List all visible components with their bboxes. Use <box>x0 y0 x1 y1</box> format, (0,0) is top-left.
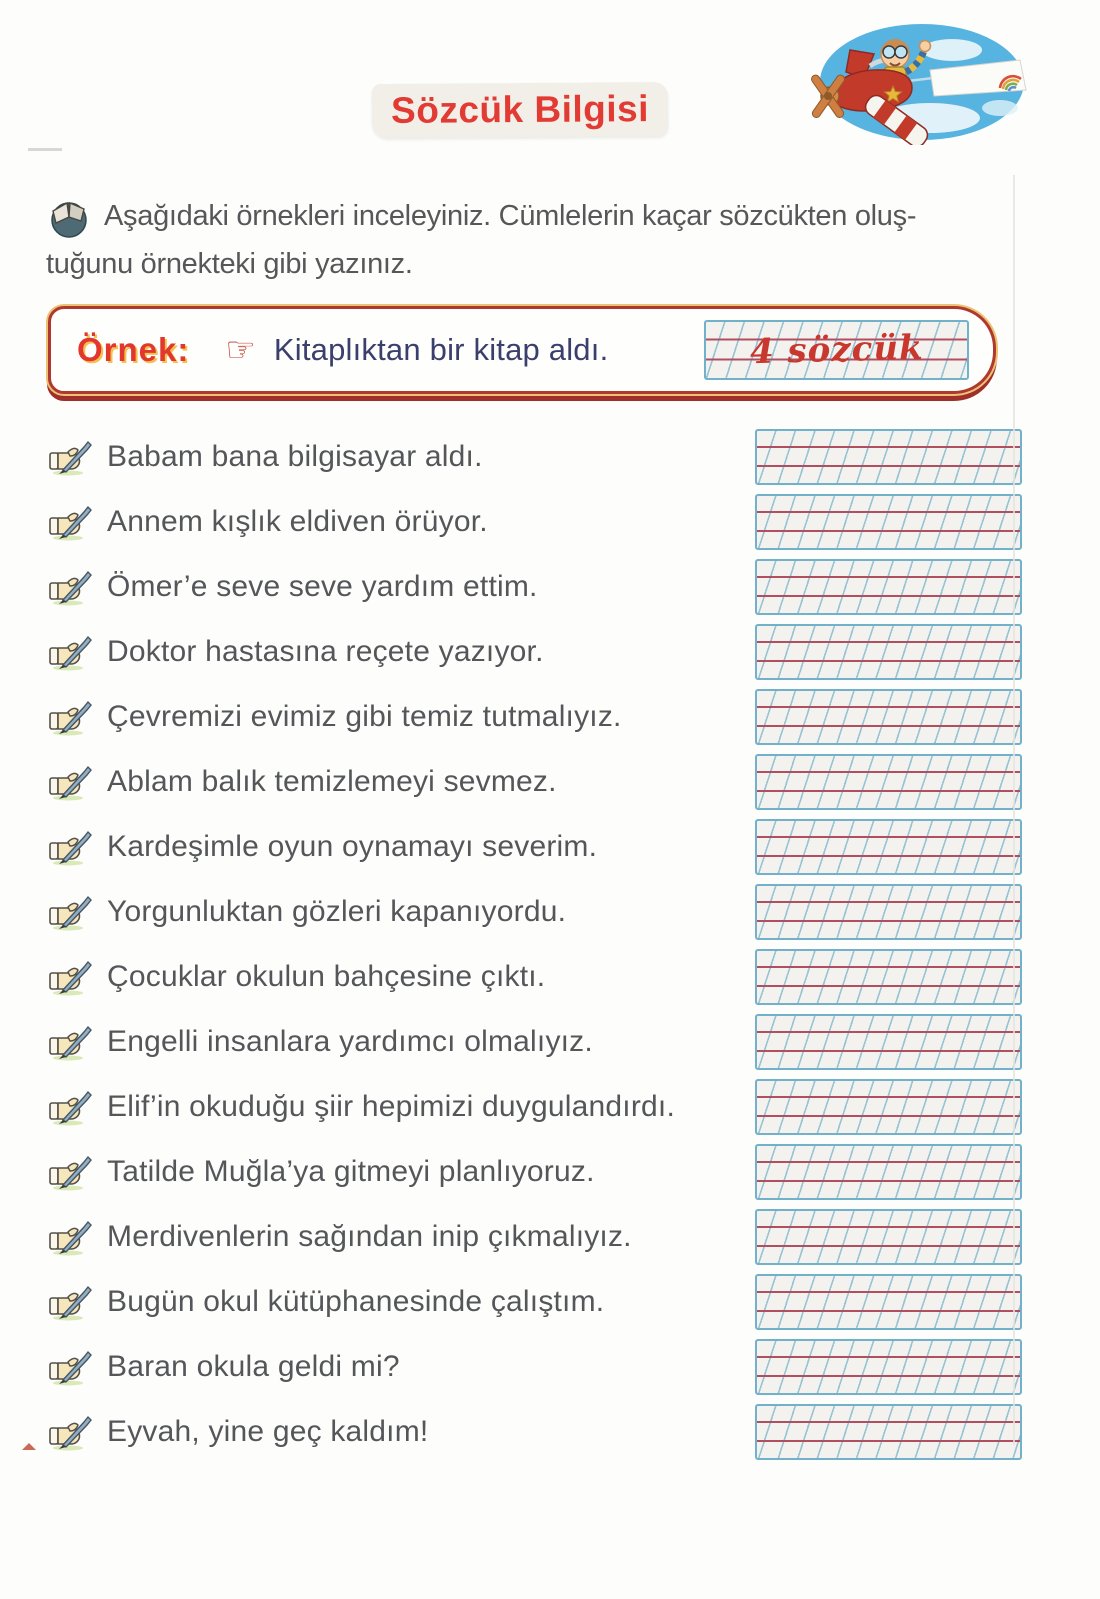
sentence-text: Tatilde Muğla’ya gitmeyi planlıyoruz. <box>107 1154 595 1188</box>
writing-hand-icon <box>48 1023 94 1061</box>
writing-hand-icon <box>48 1218 94 1256</box>
writing-hand-icon <box>48 1413 94 1451</box>
sentence-text: Elif’in okuduğu şiir hepimizi duygulandırdı. <box>107 1089 675 1123</box>
sentence-text: Çevremizi evimiz gibi temiz tutmalıyız. <box>107 699 622 733</box>
kid-plane-icon <box>800 20 1030 145</box>
answer-box[interactable] <box>755 884 1022 940</box>
writing-hand-icon <box>48 438 94 476</box>
sentence-text: Merdivenlerin sağından inip çıkmalıyız. <box>107 1219 632 1253</box>
sentence-text: Engelli insanlara yardımcı olmalıyız. <box>107 1024 593 1058</box>
instruction-line-2: tuğunu örnekteki gibi yazınız. <box>46 248 413 280</box>
answer-box[interactable] <box>755 1079 1022 1135</box>
sentence-text: Babam bana bilgisayar aldı. <box>107 439 483 473</box>
example-label: Örnek: <box>77 331 190 368</box>
sentence-text: Kardeşimle oyun oynamayı severim. <box>107 829 598 863</box>
answer-box[interactable] <box>755 429 1022 485</box>
sentence-text: Eyvah, yine geç kaldım! <box>107 1414 429 1448</box>
sentence-row <box>48 684 1022 749</box>
sentence-row <box>48 619 1022 684</box>
sentence-row <box>48 554 1022 619</box>
sentence-row <box>48 1334 1022 1399</box>
sentence-text: Annem kışlık eldiven örüyor. <box>107 504 488 538</box>
sentence-row <box>48 1139 1022 1204</box>
instruction-block <box>46 192 1066 288</box>
answer-box[interactable] <box>755 1144 1022 1200</box>
sentence-row <box>48 1269 1022 1334</box>
page-title: Sözcük Bilgisi <box>390 88 650 131</box>
sentence-row <box>48 1204 1022 1269</box>
scan-dash-mark <box>28 148 62 151</box>
sentence-text: Yorgunluktan gözleri kapanıyordu. <box>107 894 567 928</box>
answer-box[interactable] <box>755 1339 1022 1395</box>
sentence-text: Doktor hastasına reçete yazıyor. <box>107 634 544 668</box>
writing-hand-icon <box>48 958 94 996</box>
example-sentence: Kitaplıktan bir kitap aldı. <box>273 332 609 367</box>
sentence-text: Bugün okul kütüphanesinde çalıştım. <box>107 1284 605 1318</box>
answer-box[interactable] <box>755 1014 1022 1070</box>
writing-hand-icon <box>48 1088 94 1126</box>
example-answer-box <box>704 320 969 380</box>
writing-hand-icon <box>48 1153 94 1191</box>
writing-hand-icon <box>48 1283 94 1321</box>
sentence-list <box>48 424 1022 1464</box>
instruction-line-1: Aşağıdaki örnekleri inceleyiniz. Cümlelerin kaçar sözcükten oluş- <box>104 200 917 232</box>
title-banner <box>372 82 668 138</box>
writing-hand-icon <box>48 763 94 801</box>
sentence-row <box>48 814 1022 879</box>
answer-box[interactable] <box>755 819 1022 875</box>
pointing-finger-icon: ☞ <box>225 331 256 369</box>
answer-box[interactable] <box>755 1209 1022 1265</box>
writing-hand-icon <box>48 503 94 541</box>
sentence-row <box>48 879 1022 944</box>
sentence-row <box>48 749 1022 814</box>
writing-hand-icon <box>48 828 94 866</box>
answer-box[interactable] <box>755 949 1022 1005</box>
answer-box[interactable] <box>755 624 1022 680</box>
sentence-text: Ömer’e seve seve yardım ettim. <box>107 569 538 603</box>
sentence-row <box>48 489 1022 554</box>
writing-hand-icon <box>48 893 94 931</box>
example-answer-text: 4 sözcük <box>749 327 924 373</box>
writing-hand-icon <box>48 568 94 606</box>
answer-box[interactable] <box>755 1274 1022 1330</box>
writing-hand-icon <box>48 633 94 671</box>
answer-box[interactable] <box>755 689 1022 745</box>
sentence-row <box>48 1399 1022 1464</box>
writing-hand-icon <box>48 698 94 736</box>
writing-hand-icon <box>48 1348 94 1386</box>
answer-box[interactable] <box>755 754 1022 810</box>
answer-box[interactable] <box>755 494 1022 550</box>
answer-box[interactable] <box>755 559 1022 615</box>
sentence-text: Çocuklar okulun bahçesine çıktı. <box>107 959 546 993</box>
sentence-text: Ablam balık temizlemeyi sevmez. <box>107 764 557 798</box>
plane-illustration <box>800 20 1030 148</box>
page-edge-shadow <box>1013 175 1015 1445</box>
sentence-row <box>48 1074 1022 1139</box>
sentence-row <box>48 944 1022 1009</box>
sentence-text: Baran okula geldi mi? <box>107 1349 400 1383</box>
sentence-row <box>48 1009 1022 1074</box>
open-book-icon <box>46 194 92 240</box>
answer-box[interactable] <box>755 1404 1022 1460</box>
sentence-row <box>48 424 1022 489</box>
scan-corner-mark <box>22 1443 36 1450</box>
example-box <box>48 306 996 394</box>
